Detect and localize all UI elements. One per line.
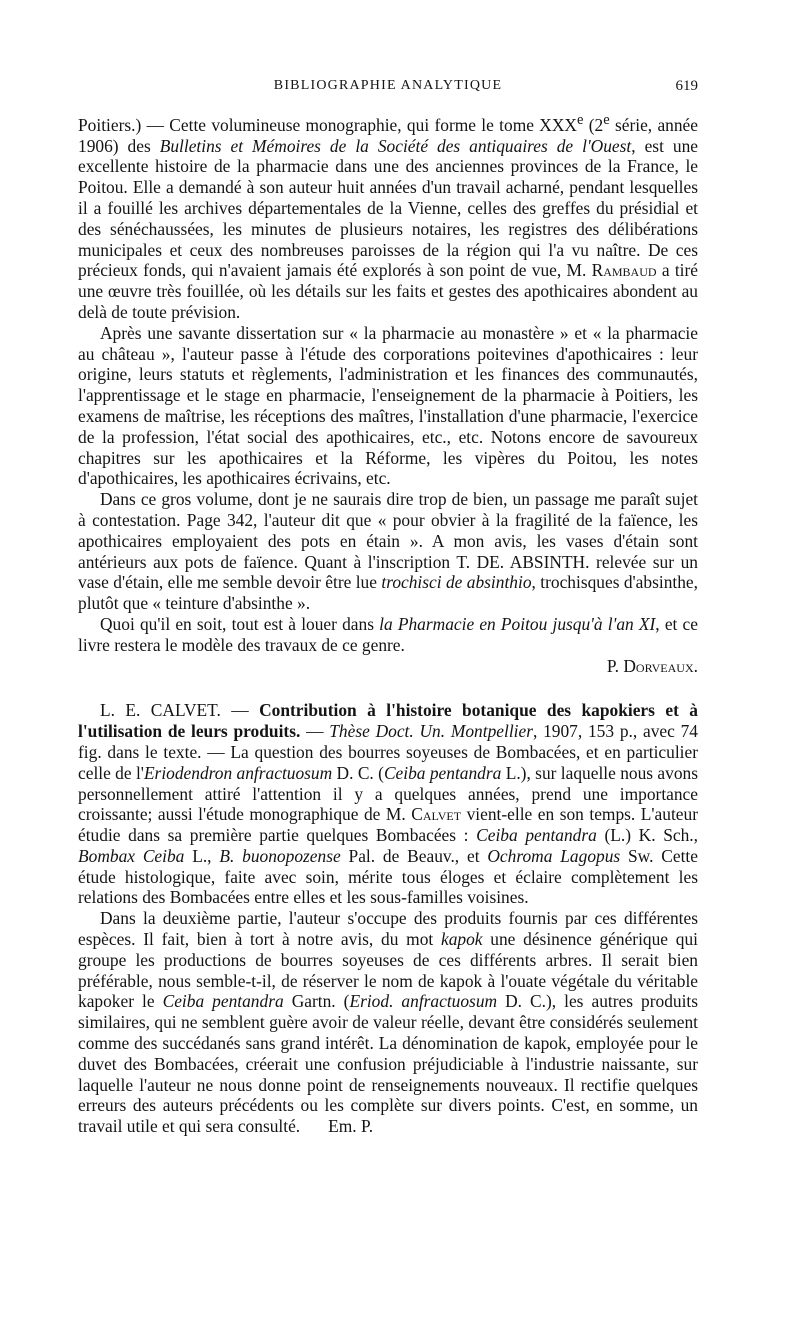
review2-author: L. E. CALVET. — xyxy=(100,700,260,721)
review1-paragraph-3: Dans ce gros volume, dont je ne saurais dire trop de bien, un passage me paraît sujet à contestation. Page 342, l'auteur dit que « pour obvier à la fragilité de la faïence, les apothicaires employaient des pots en étain ». A mon avis, les vases d'étain sont antérieurs aux pots de faïence. Quant à l'inscription T. DE. ABSINTH. relevée sur un vase d'étain, elle me semble devoir être lue trochisci de absinthio, trochisques d'absinthe, plutôt que « teinture d'absinthe ». xyxy=(78,489,698,614)
review2-title: Contribution à l'histoire botanique des kapokiers et à l'utilisation de leurs produits. xyxy=(78,700,698,742)
review2-paragraph-1: L. E. CALVET. — Contribution à l'histoire botanique des kapokiers et à l'utilisation de leurs produits. — Thèse Doct. Un. Montpellier, 1907, 153 p., avec 74 fig. dans le texte. — La question des bourres soyeuses de Bombacées, et en particulier celle de l'Eriodendron anfractuosum D. C. (Ceiba pentandra L.), sur laquelle nous avons personnellement attiré l'attention il y a quelques années, prend une importance croissante; aussi l'étude monographique de M. Calvet vient-elle en son temps. L'auteur étudie dans sa première partie quelques Bombacées : Ceiba pentandra (L.) K. Sch., Bombax Ceiba L., B. buonopozense Pal. de Beauv., et Ochroma Lagopus Sw. Cette étude histologique, faite avec soin, mérite tous éloges et éclaire complètement les relations des Bombacées entre elles et les sous-familles voisines. xyxy=(78,700,698,908)
review-pharmacie-poitou xyxy=(78,110,698,676)
review-calvet-kapokiers xyxy=(78,700,698,1137)
author-name-rambaud: Rambaud xyxy=(591,260,657,281)
review2-paragraph-2: Dans la deuxième partie, l'auteur s'occupe des produits fournis par ces différentes espèces. Il fait, bien à tort à notre avis, du mot kapok une désinence générique qui groupe les productions de bourres soyeuses de ces différents arbres. Il serait bien préférable, nous semble-t-il, de réserver le nom de kapok à l'ouate végétale du véritable kapoker le Ceiba pentandra Gartn. (Eriod. anfractuosum D. C.), les autres produits similaires, qui ne semblent guère avoir de valeur réelle, devant être considérés seulement comme des succédanés sans grand intérêt. La dénomination de kapok, employée pour le duvet des Bombacées, créerait une confusion préjudiciable à l'industrie naissante, sur laquelle l'auteur ne nous donne point de renseignements nouveaux. Il rectifie quelques erreurs des auteurs précédents ou les complète sur divers points. C'est, en somme, un travail utile et qui sera consulté. Em. P. xyxy=(78,908,699,1137)
author-name-calvet: Calvet xyxy=(411,804,462,825)
review1-paragraph-4: Quoi qu'il en soit, tout est à louer dans la Pharmacie en Poitou jusqu'à l'an XI, et ce livre restera le modèle des travaux de ce genre. xyxy=(78,613,698,655)
review2-signature: Em. P. xyxy=(328,1116,374,1137)
running-title: BIBLIOGRAPHIE ANALYTIQUE xyxy=(273,78,503,93)
running-header xyxy=(78,76,698,98)
review1-signature: P. Dorveaux. xyxy=(606,655,698,676)
page-number: 619 xyxy=(675,78,698,94)
review1-paragraph-2: Après une savante dissertation sur « la pharmacie au monastère » et « la pharmacie au château », l'auteur passe à l'étude des corporations poitevines d'apothicaires : leur origine, leurs statuts et règlements, l'administration et les finances des communautés, l'apprentissage et le stage en pharmacie, l'enseignement de la pharmacie à Poitiers, les examens de maîtrise, les réceptions des maîtres, l'installation d'une pharmacie, l'exercice de la profession, l'état social des apothicaires, etc., etc. Notons encore de savoureux chapitres sur les apothicaires et la Réforme, les vipères du Poitou, les notes d'apothicaires, les apothicaires écrivains, etc. xyxy=(78,322,698,489)
page xyxy=(78,76,698,1137)
review1-paragraph-1: Poitiers.) — Cette volumineuse monographie, qui forme le tome XXXe (2e série, année 1906) des Bulletins et Mémoires de la Société des antiquaires de l'Ouest, est une excellente histoire de la pharmacie dans une des anciennes provinces de la France, le Poitou. Elle a demandé à son auteur huit années d'un travail acharné, pendant lesquelles il a fouillé les archives départementales de la Vienne, celles des greffes du présidial et des sénéchaussées, les minutes de plusieurs notaires, les registres des délibérations municipales et ceux des nombreuses paroisses de la région qui l'a vu naître. De ces précieux fonds, qui n'avaient jamais été explorés à son point de vue, M. Rambaud a tiré une œuvre très fouillée, où les détails sur les faits et gestes des apothicaires abondent au delà de toute prévision. xyxy=(78,112,698,322)
